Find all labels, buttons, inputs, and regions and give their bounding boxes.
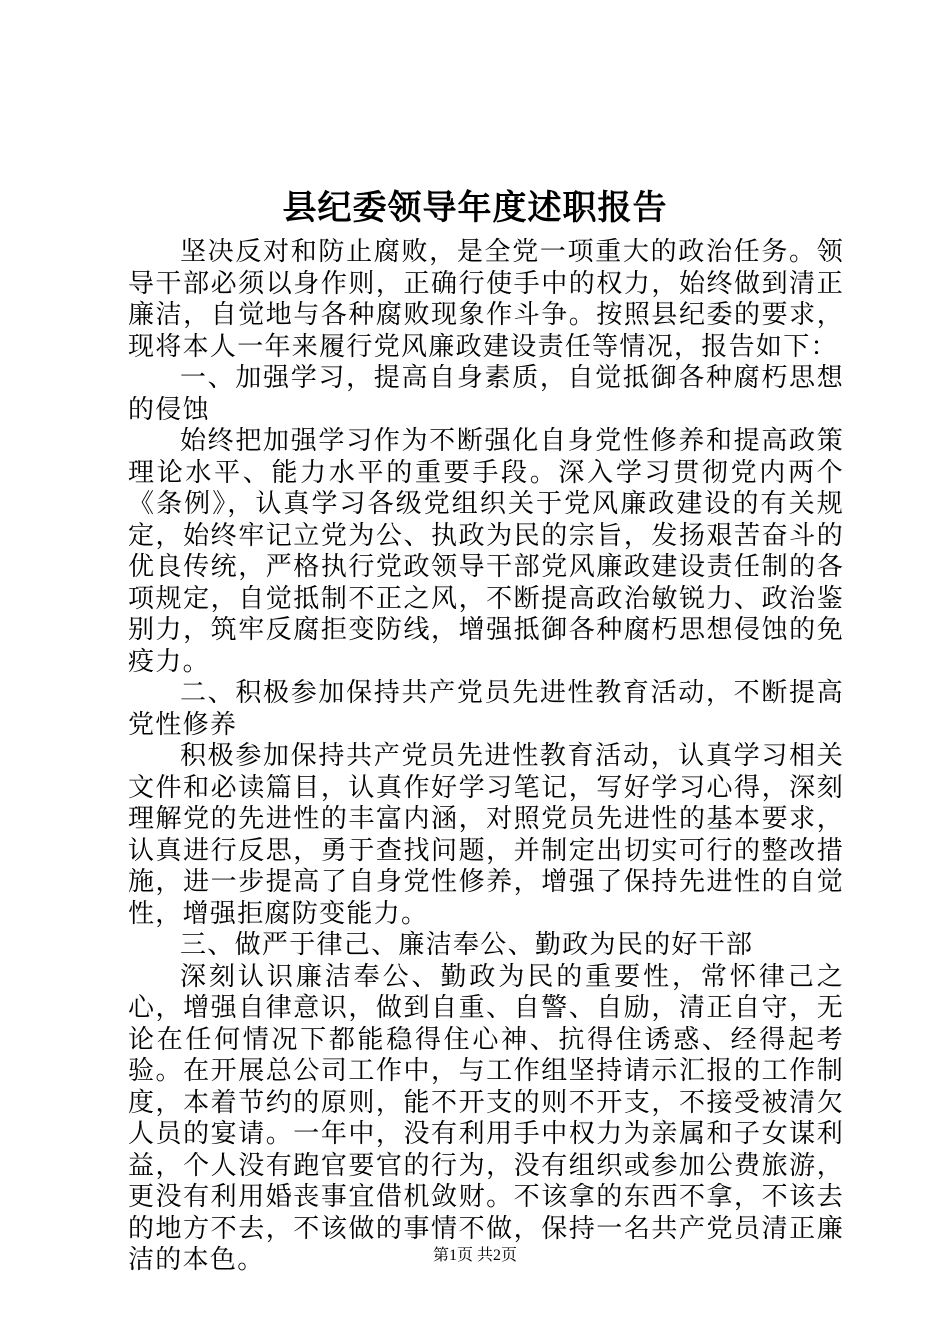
document-body [128, 237, 844, 1277]
document-title: 县纪委领导年度述职报告 [282, 188, 668, 228]
section-heading-2: 二、积极参加保持共产党员先进性教育活动，不断提高党性修养 [128, 678, 844, 740]
section-heading-3: 三、做严于律己、廉洁奉公、勤政为民的好干部 [180, 930, 754, 960]
intro-paragraph: 坚决反对和防止腐败，是全党一项重大的政治任务。领导干部必须以身作则，正确行使手中的权力，始终做到清正廉洁，自觉地与各种腐败现象作斗争。按照县纪委的要求，现将本人一年来履行党风廉政建设责任等情况，报告如下： [128, 237, 844, 362]
section-heading-1: 一、加强学习，提高自身素质，自觉抵御各种腐朽思想的侵蚀 [128, 363, 844, 425]
section-paragraph-1: 始终把加强学习作为不断强化自身党性修养和提高政策理论水平、能力水平的重要手段。深入学习贯彻党内两个《条例》，认真学习各级党组织关于党风廉政建设的有关规定，始终牢记立党为公、执政为民的宗旨，发扬艰苦奋斗的优良传统，严格执行党政领导干部党风廉政建设责任制的各项规定，自觉抵制不正之风，不断提高政治敏锐力、政治鉴别力，筑牢反腐拒变防线，增强抵御各种腐朽思想侵蚀的免疫力。 [128, 426, 844, 677]
page-number-footer: 第1页 共2页 [432, 1247, 517, 1264]
section-paragraph-3: 深刻认识廉洁奉公、勤政为民的重要性，常怀律己之心，增强自律意识，做到自重、自警、自励，清正自守，无论在任何情况下都能稳得住心神、抗得住诱惑、经得起考验。在开展总公司工作中，与工作组坚持请示汇报的工作制度，本着节约的原则，能不开支的则不开支，不接受被清欠人员的宴请。一年中，没有利用手中权力为亲属和子女谋利益，个人没有跑官要官的行为，没有组织或参加公费旅游，更没有利用婚丧事宜借机敛财。不该拿的东西不拿，不该去的地方不去，不该做的事情不做，保持一名共产党员清正廉洁的本色。 [128, 961, 844, 1275]
section-paragraph-2: 积极参加保持共产党员先进性教育活动，认真学习相关文件和必读篇目，认真作好学习笔记，写好学习心得，深刻理解党的先进性的丰富内涵，对照党员先进性的基本要求，认真进行反思，勇于查找问题，并制定出切实可行的整改措施，进一步提高了自身党性修养，增强了保持先进性的自觉性，增强拒腐防变能力。 [128, 741, 844, 929]
